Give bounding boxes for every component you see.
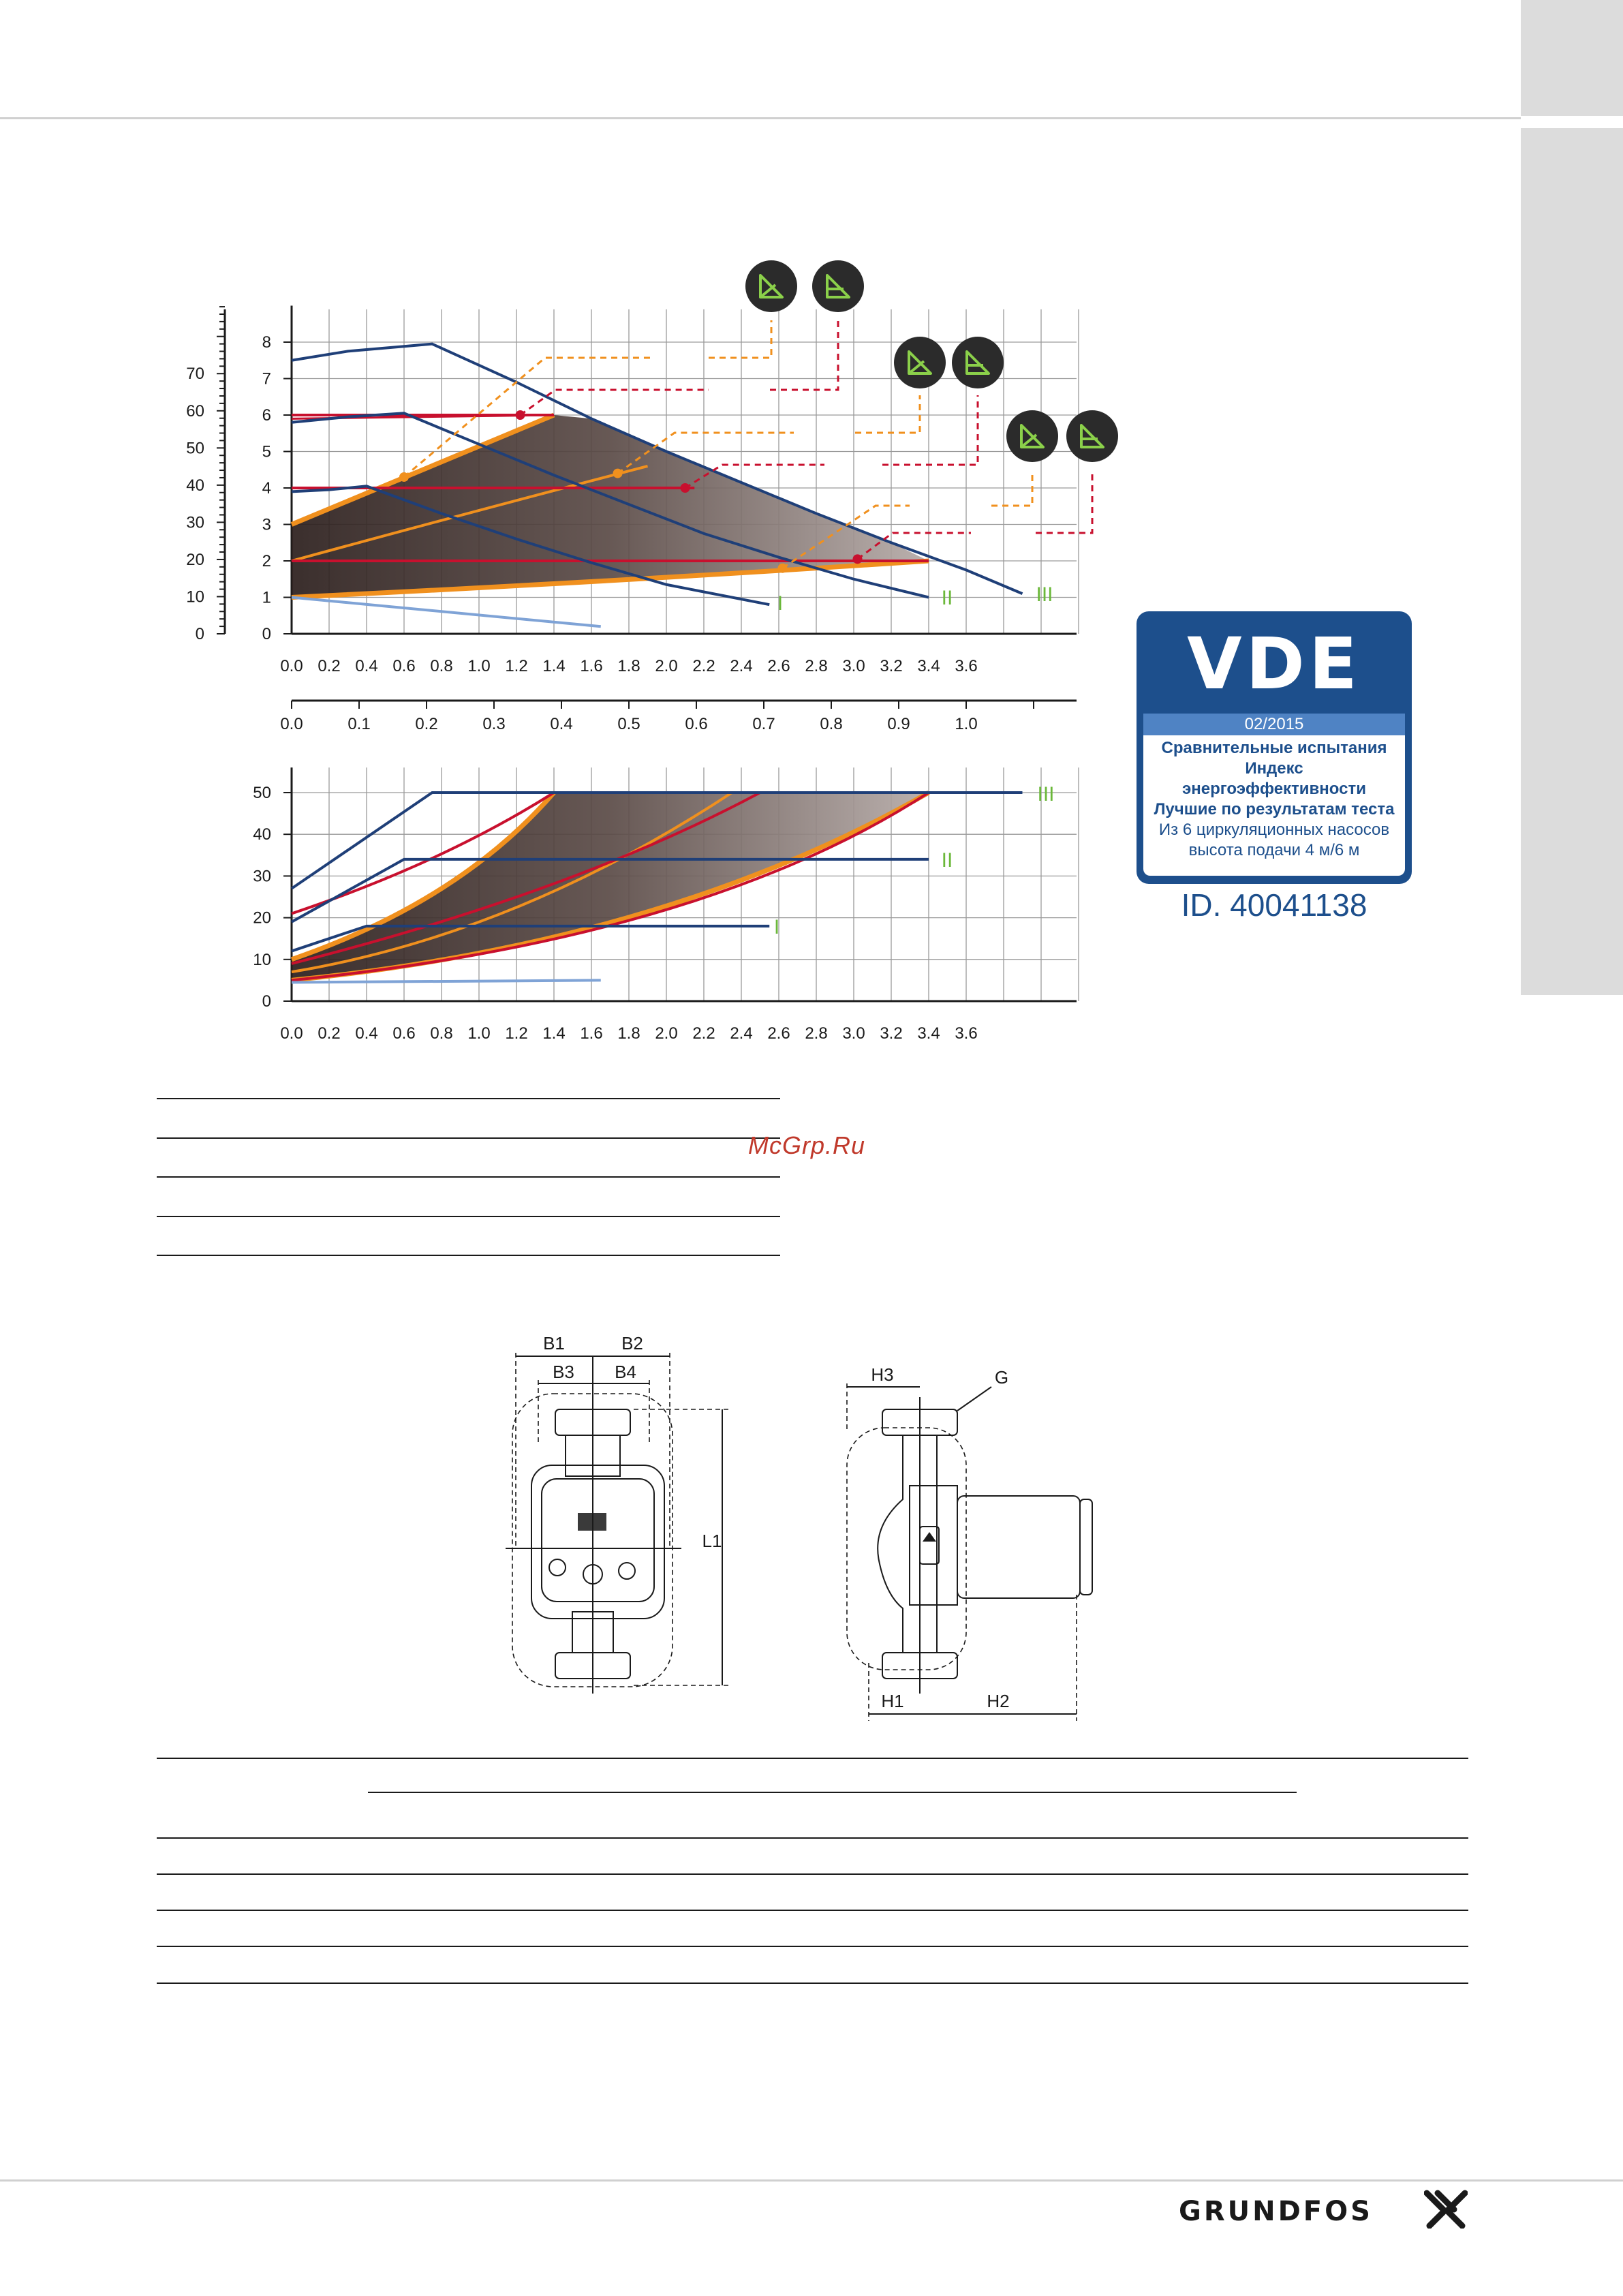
dim-b3-label: B3 <box>553 1362 574 1382</box>
x-tick-label: 2.0 <box>655 1024 678 1043</box>
leader-line <box>770 320 838 390</box>
vde-line-5: Из 6 циркуляционных насосов <box>1158 821 1390 839</box>
kpa-tick-label: 40 <box>186 476 204 495</box>
x-tick-label: 0.4 <box>355 657 378 675</box>
vde-id: ID. 40041138 <box>1181 887 1367 923</box>
vde-line-1: Сравнительные испытания <box>1161 739 1387 757</box>
vde-text <box>1143 738 1405 861</box>
front-housing <box>531 1465 664 1619</box>
w-tick-label: 10 <box>253 950 271 969</box>
kpa-tick-label: 0 <box>195 625 204 643</box>
x-tick-label: 1.8 <box>617 657 640 675</box>
dim-b2-label: B2 <box>621 1333 643 1353</box>
w-tick-label: 30 <box>253 867 271 886</box>
x-tick-label: 1.0 <box>467 1024 491 1043</box>
spec-table-lines <box>157 1099 1468 1983</box>
leader-line <box>855 395 920 433</box>
side-end-cap <box>1080 1499 1092 1595</box>
x-tick-label: 0.2 <box>318 1024 341 1043</box>
ls-tick-label: 0.7 <box>752 715 775 733</box>
x-tick-label: 3.4 <box>917 1024 940 1043</box>
m-tick-label: 3 <box>262 515 271 534</box>
curve-label-II: II <box>941 587 953 609</box>
x-tick-label: 1.6 <box>580 657 603 675</box>
front-control-panel <box>542 1479 654 1602</box>
x-tick-label: 1.8 <box>617 1024 640 1043</box>
curve-label-I: I <box>777 592 784 615</box>
power-min-curve <box>292 980 601 982</box>
x-tick-label: 1.6 <box>580 1024 603 1043</box>
m-tick-label: 6 <box>262 406 271 425</box>
pump-side-view <box>847 1397 1092 1694</box>
leader-line <box>709 320 771 358</box>
vde-logo: VDE <box>1187 622 1361 705</box>
flow-arrow-icon <box>923 1532 936 1542</box>
front-button-3 <box>619 1563 635 1579</box>
dimension-drawings <box>506 1333 1092 1721</box>
ls-tick-label: 0.0 <box>280 715 303 733</box>
kpa-tick-label: 20 <box>186 550 204 569</box>
vde-line-3: энергоэффективности <box>1181 780 1367 798</box>
dim-h2-label: H2 <box>987 1691 1010 1711</box>
ls-tick-label: 0.1 <box>347 715 371 733</box>
vde-line-6: высота подачи 4 м/6 м <box>1188 841 1360 859</box>
x-tick-label: 1.0 <box>467 657 491 675</box>
ls-tick-label: 0.5 <box>617 715 640 733</box>
x-tick-label: 2.2 <box>692 657 715 675</box>
side-volute <box>878 1435 937 1653</box>
x-tick-label: 0.4 <box>355 1024 378 1043</box>
x-tick-label: 3.6 <box>955 1024 978 1043</box>
m-tick-label: 0 <box>262 625 271 643</box>
m-tick-label: 2 <box>262 552 271 570</box>
dim-g-leader <box>957 1387 991 1411</box>
kpa-tick-label: 10 <box>186 587 204 607</box>
x-tick-label: 1.2 <box>505 1024 528 1043</box>
ls-tick-label: 0.2 <box>415 715 438 733</box>
x-tick-label: 2.0 <box>655 657 678 675</box>
ls-tick-label: 1.0 <box>955 715 978 733</box>
curve-label-I: I <box>773 916 780 938</box>
ls-tick-label: 0.8 <box>820 715 843 733</box>
w-tick-label: 40 <box>253 825 271 844</box>
kpa-tick-label: 60 <box>186 401 204 420</box>
x-tick-label: 3.6 <box>955 657 978 675</box>
w-tick-label: 50 <box>253 784 271 802</box>
autoadapt-icon <box>1066 410 1118 462</box>
grundfos-x-icon <box>1424 2189 1468 2229</box>
x-tick-label: 0.6 <box>392 1024 416 1043</box>
m-tick-label: 1 <box>262 588 271 607</box>
grundfos-logo: GRUNDFOS <box>1179 2196 1373 2227</box>
autoadapt-icon <box>812 260 864 312</box>
kpa-tick-label: 70 <box>186 365 204 384</box>
autoadapt-icon <box>745 260 797 312</box>
vde-date: 02/2015 <box>1143 714 1405 735</box>
side-body <box>910 1486 957 1605</box>
ls-tick-label: 0.4 <box>550 715 573 733</box>
leader-line <box>521 390 709 415</box>
pump-front-view <box>506 1356 681 1694</box>
vde-line-2: Индекс <box>1245 759 1303 778</box>
x-tick-label: 1.4 <box>542 657 566 675</box>
curve-label-II: II <box>941 849 953 872</box>
x-tick-label: 3.0 <box>842 657 865 675</box>
autoadapt-icon <box>894 337 946 388</box>
side-envelope <box>847 1428 966 1670</box>
x-tick-label: 0.8 <box>430 1024 453 1043</box>
leader-line <box>882 395 978 465</box>
dim-g-label: G <box>994 1367 1009 1388</box>
ls-tick-label: 0.3 <box>482 715 506 733</box>
x-tick-label: 1.4 <box>542 1024 566 1043</box>
x-tick-label: 2.4 <box>730 1024 753 1043</box>
dim-l1-label: L1 <box>702 1531 722 1551</box>
x-tick-label: 2.6 <box>767 1024 790 1043</box>
m-tick-label: 7 <box>262 369 271 388</box>
power-chart <box>253 767 1079 1043</box>
leader-line <box>1036 470 1092 533</box>
dim-b4-label: B4 <box>615 1362 636 1382</box>
curve-label-III: III <box>1036 583 1053 606</box>
w-tick-label: 20 <box>253 908 271 928</box>
dim-h1-label: H1 <box>881 1691 904 1711</box>
kpa-tick-label: 50 <box>186 439 204 458</box>
autoadapt-icon <box>952 337 1004 388</box>
x-tick-label: 0.0 <box>280 1024 303 1043</box>
autoadapt-icon <box>1006 410 1058 462</box>
watermark: McGrp.Ru <box>748 1131 866 1159</box>
control-zone <box>292 415 929 598</box>
ls-tick-label: 0.6 <box>685 715 708 733</box>
x-tick-label: 2.8 <box>805 1024 828 1043</box>
curve-label-III: III <box>1037 783 1055 806</box>
x-tick-label: 2.6 <box>767 657 790 675</box>
x-tick-label: 0.2 <box>318 657 341 675</box>
x-tick-label: 0.6 <box>392 657 416 675</box>
m-tick-label: 4 <box>262 479 271 498</box>
x-tick-label: 2.2 <box>692 1024 715 1043</box>
x-tick-label: 1.2 <box>505 657 528 675</box>
mode-icons <box>745 260 1118 462</box>
x-tick-label: 0.8 <box>430 657 453 675</box>
side-motor <box>957 1496 1080 1598</box>
m-tick-label: 5 <box>262 442 271 461</box>
x-tick-label: 0.0 <box>280 657 303 675</box>
front-button-1 <box>549 1559 566 1576</box>
x-tick-label: 3.0 <box>842 1024 865 1043</box>
m-tick-label: 8 <box>262 333 271 352</box>
vde-badge <box>1137 611 1412 884</box>
min-curve <box>292 598 601 627</box>
dim-h3-label: H3 <box>871 1364 894 1385</box>
vde-line-4: Лучшие по результатам теста <box>1154 800 1395 818</box>
x-tick-label: 3.2 <box>880 657 903 675</box>
kpa-tick-label: 30 <box>186 513 204 532</box>
x-tick-label: 2.4 <box>730 657 753 675</box>
w-tick-label: 0 <box>262 992 271 1011</box>
dim-b1-label: B1 <box>543 1333 565 1353</box>
x-tick-label: 3.4 <box>917 657 940 675</box>
x-tick-label: 2.8 <box>805 657 828 675</box>
ls-tick-label: 0.9 <box>887 715 910 733</box>
x-tick-label: 3.2 <box>880 1024 903 1043</box>
